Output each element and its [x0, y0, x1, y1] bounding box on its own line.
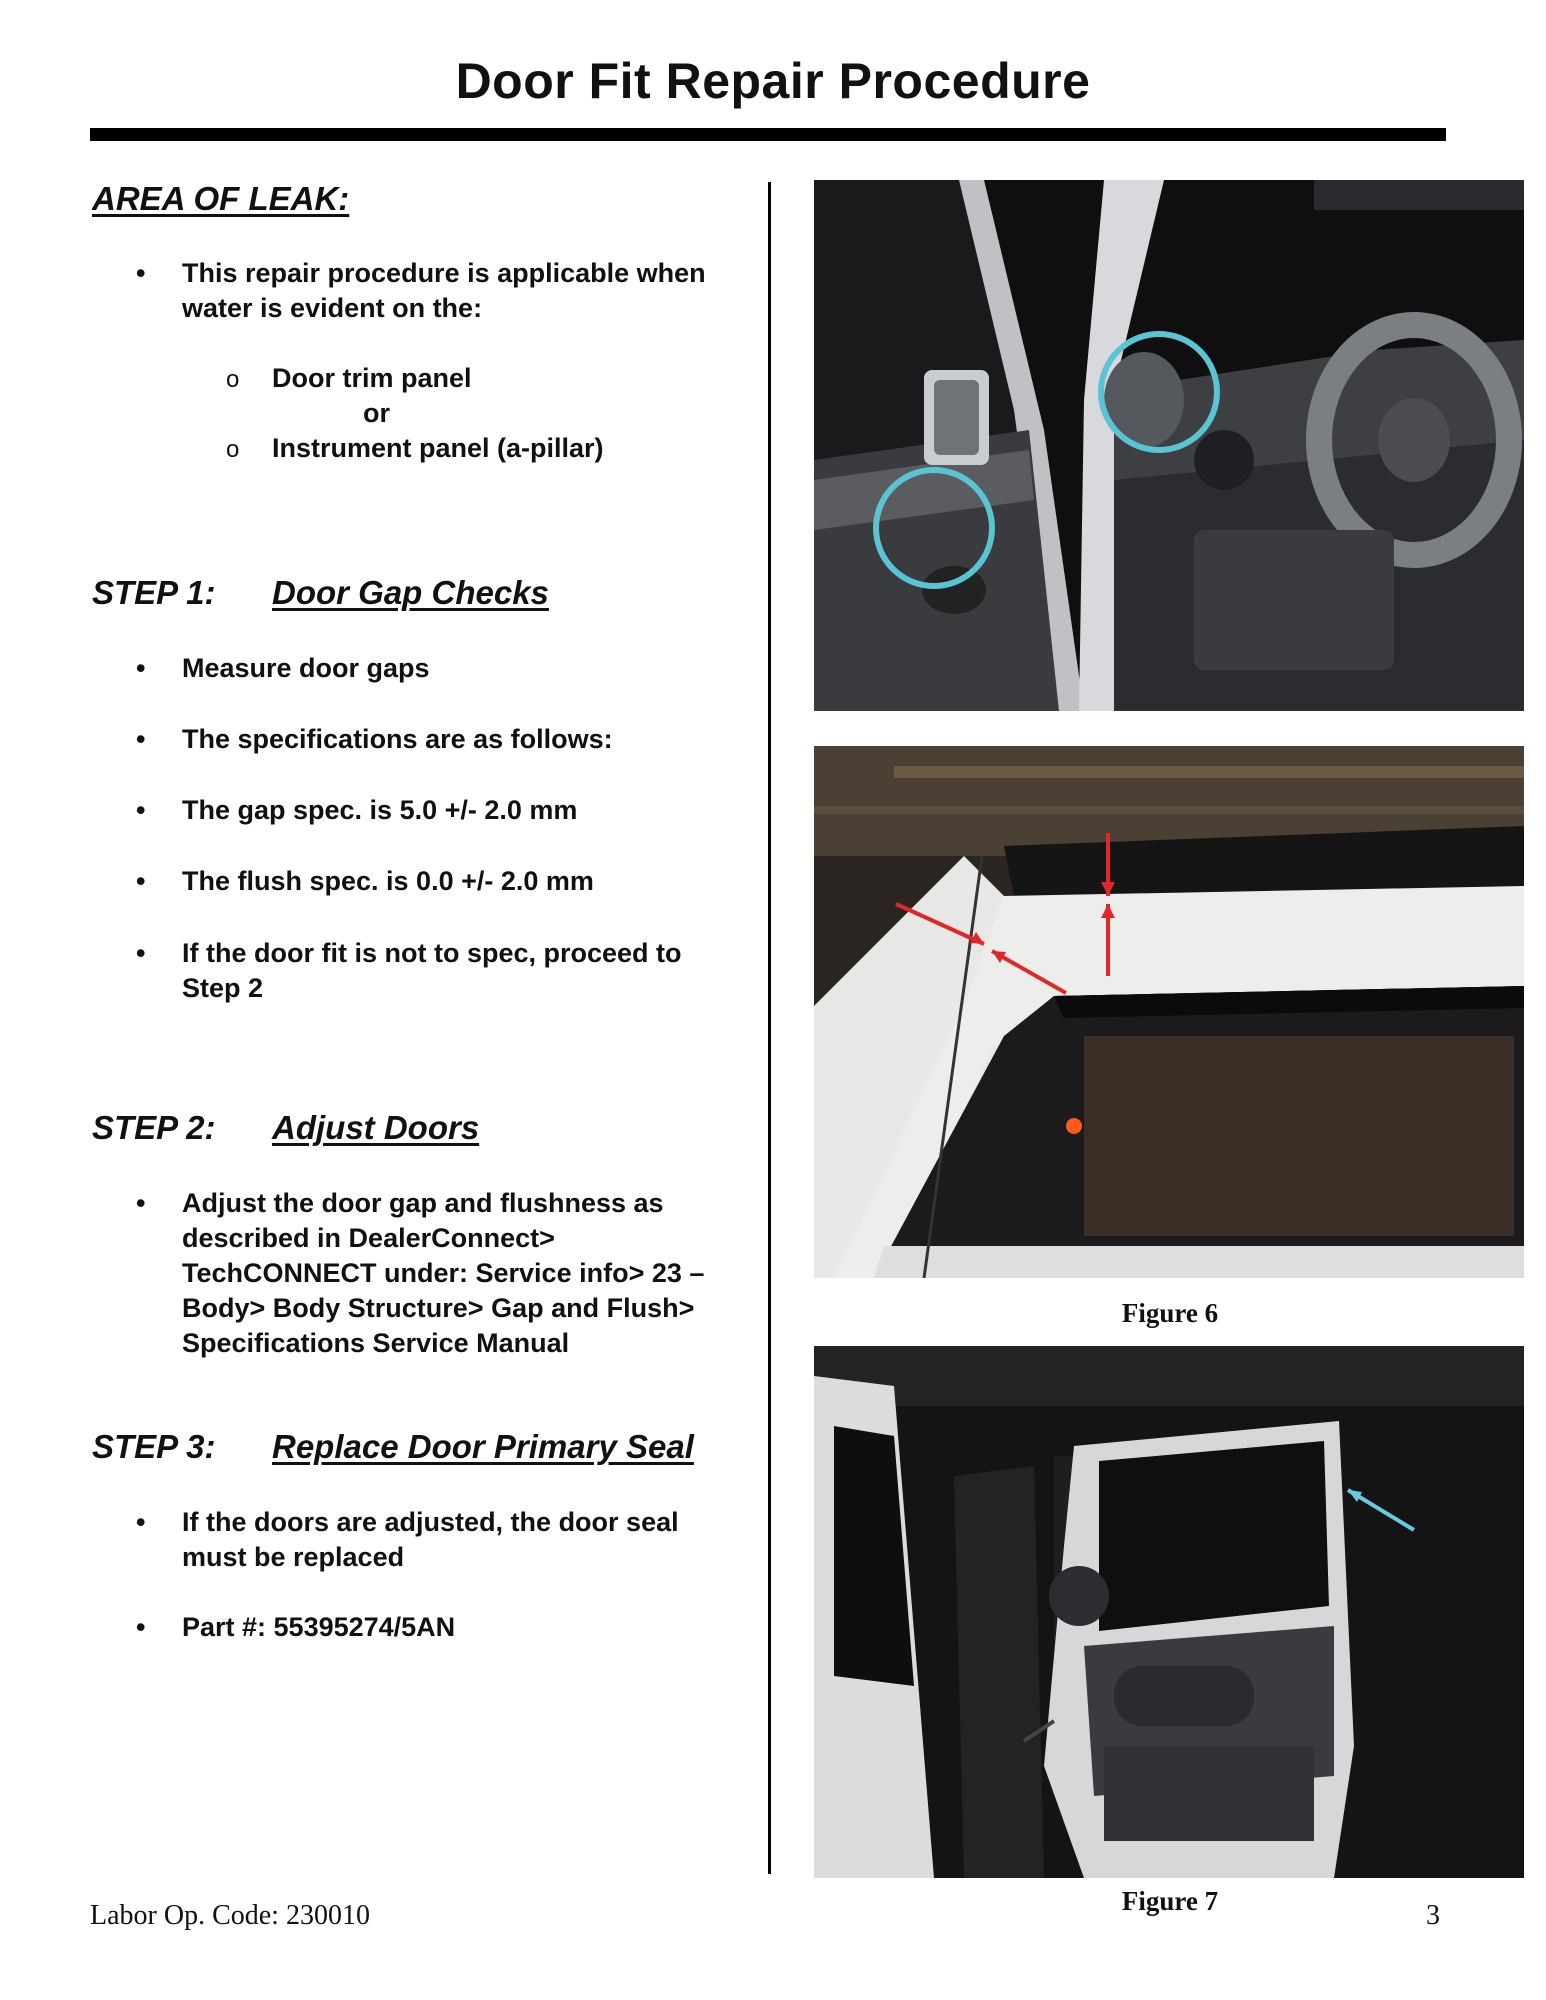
door-interior-photo: [814, 180, 1524, 711]
leak-item-instrument-panel: o Instrument panel (a-pillar): [226, 431, 604, 466]
step1-bullet: • If the door fit is not to spec, proceed to Step 2: [136, 936, 736, 1006]
title-divider: [90, 128, 1446, 141]
door-gap-photo: [814, 746, 1524, 1278]
column-divider: [768, 182, 771, 1874]
step1-bullet: • Measure door gaps: [136, 651, 736, 686]
step2-bullet: • Adjust the door gap and flushness as described in DealerConnect> TechCONNECT under: Service info> 23 – Body> Body Structure> Gap and Flush> Specifications Service Manual: [136, 1186, 746, 1361]
step1-bullet: • The specifications are as follows:: [136, 722, 736, 757]
page-title: Door Fit Repair Procedure: [455, 53, 1091, 109]
step3-bullet: • If the doors are adjusted, the door seal must be replaced: [136, 1505, 736, 1575]
step1-bullet: • The flush spec. is 0.0 +/- 2.0 mm: [136, 864, 736, 899]
figure6-caption: Figure 6: [1121, 1298, 1219, 1328]
step2-title: Adjust Doors: [272, 1109, 480, 1146]
page-number: 3: [1426, 1900, 1440, 1931]
figure7-caption: Figure 7: [1121, 1886, 1219, 1916]
area-of-leak-title: AREA OF LEAK:: [92, 180, 350, 217]
step3-label: STEP 3:: [92, 1428, 216, 1465]
open-door-photo: [814, 1346, 1524, 1878]
step3-bullet: • Part #: 55395274/5AN: [136, 1610, 736, 1645]
labor-op-code: Labor Op. Code: 230010: [90, 1900, 370, 1931]
step3-heading: [92, 1428, 694, 1466]
step1-label: STEP 1:: [92, 574, 216, 611]
step1-heading: [92, 574, 549, 612]
area-of-leak-heading: [92, 180, 349, 218]
leak-item-connector: or: [363, 398, 390, 428]
step2-heading: [92, 1109, 479, 1147]
leak-item-door-trim: o Door trim panel: [226, 361, 472, 396]
step1-bullet: • The gap spec. is 5.0 +/- 2.0 mm: [136, 793, 736, 828]
step2-label: STEP 2:: [92, 1109, 216, 1146]
area-of-leak-bullet: • This repair procedure is applicable when water is evident on the:: [136, 256, 736, 326]
step3-title: Replace Door Primary Seal: [272, 1428, 694, 1465]
step1-title: Door Gap Checks: [272, 574, 549, 611]
